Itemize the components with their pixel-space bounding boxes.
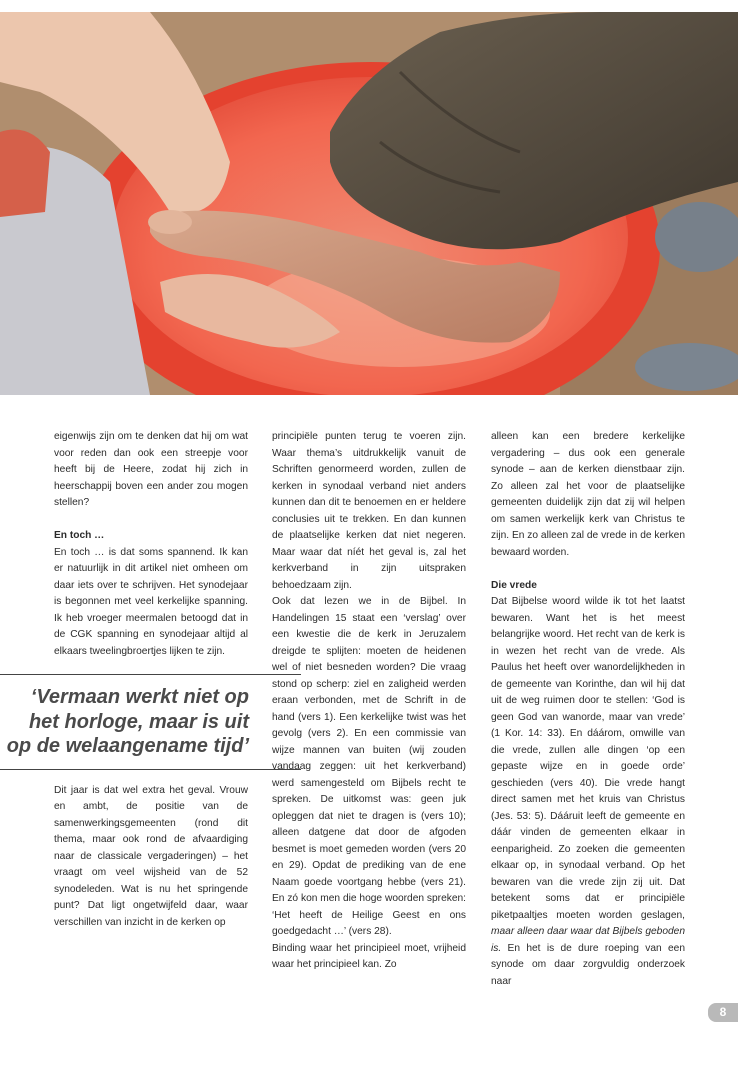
column1-paragraph-1: En toch … is dat soms spannend. Ik kan er natuurlijk in dit artikel niet omheen om daar iets over te schrijven. Het synodejaar is begonnen met veel kerkelijke spanning. Ik heb vroeger meermalen betoogd dat in de CGK spanning en synodejaar altijd al elkaars tweelingbroertjes lijken te zijn. <box>54 546 248 657</box>
column3-paragraph-2-end: En het is de dure roeping van een synode om daar zorgvuldig onderzoek naar <box>491 942 685 987</box>
foot-washing-illustration <box>0 12 738 395</box>
column3-paragraph-1: alleen kan een bredere kerkelijke vergadering – dus ook een generale synode – aan de kerken dienstbaar zijn. Zo alleen zal het voor de plaatselijke gemeenten duidelijk zijn dat zij wil helpen om samen werkelijk kerk van Christus te zijn. En zo alleen zal de vrede in de kerken bewaard worden. <box>491 431 685 558</box>
article-column-2 <box>272 429 466 974</box>
article-column-1 <box>6 429 249 931</box>
column3-paragraph-2 <box>491 594 685 990</box>
page-number-badge: 8 <box>708 1003 738 1022</box>
header-photo <box>0 12 738 395</box>
pull-quote-text: ‘Vermaan werkt niet op het horloge, maar is uit op de welaangename tijd’ <box>6 686 249 757</box>
section-heading-die-vrede: Die vrede <box>491 579 537 591</box>
section-heading-en-toch: En toch … <box>54 530 105 541</box>
column1-intro: eigenwijs zijn om te denken dat hij om wat voor reden dan ook een streepje voor heeft bij de Heere, zodat hij zich in heerschappij boven een ander zou mogen stellen? <box>54 431 248 508</box>
column2-paragraph-3: Binding waar het principieel moet, vrijheid waar het principieel kan. Zo <box>272 942 466 970</box>
column2-paragraph-2: Ook dat lezen we in de Bijbel. In Handelingen 15 staat een ‘verslag’ over een kwestie die de kerk in Jeruzalem dreigde te splijten: moeten de heidenen wel of niet besneden worden? Die vraag stond op scherp: ziel en zaligheid werden eraan verbonden, met de Schrift in de hand (vers 1). Een kerkelijke twist was het gevolg (vers 2). En een commissie van wijze mannen van buiten (wij zouden vandaag zeggen: uit het kerkverband) werd samengesteld om Bijbels recht te spreken. De uitkomst was: geen juk opleggen dat niet te dragen is (vers 10); alleen datgene dat door de afgoden besmet is moet gemeden worden (vers 20 en 29). Opdat de prediking van de ene Naam goede voortgang hebbe (vers 21). En zó kon men die hoge woorden spreken: ‘Het heeft de Heilige Geest en ons goedgedacht …’ (vers 28). <box>272 596 466 937</box>
column1-paragraph-2: Dit jaar is dat wel extra het geval. Vrouw en ambt, de positie van de samenwerkingsgemeenten (rond dit thema, maar ook rond de afvaardiging naar de classicale vergaderingen) – het vraagt om veel wijsheid van de 52 synodeleden. Wat is nu het springende punt? Dat ligt ongetwijfeld daar, waar verschillen van inzicht in de kerken op <box>54 784 248 928</box>
column3-paragraph-2-start: Dat Bijbelse woord wilde ik tot het laatst bewaren. Want het is het meest belangrijke woord. Het recht van de kerk is in wezen het recht van de vrede. Als Paulus het heeft over wanordelijkheden in de gemeente van Korinthe, dan wil hij dat uit de weg ruimen door te stellen: ‘God is geen God van wanorde, maar van vrede’ (1 Kor. 14: 33). En dáárom, omwille van die vrede, zullen alle dingen ‘op een gepaste wijze en in goede orde’ geschieden (vers 40). Die vrede hangt direct samen met het kruis van Christus (Jes. 53: 5). Dááruit leeft de gemeente en dáár vinden de gemeenten elkaar in eenparigheid. Zo zoeken die gemeenten elkaar op, in synodaal verband. Op het bewaren van die vrede zijn zij uit. Dat betekent soms dat er principiële piketpaaltjes moeten worden geslagen, <box>491 596 685 921</box>
article-column-3 <box>491 429 685 990</box>
column3-paragraph-2-italic: maar alleen daar waar dat Bijbels geboden is. <box>491 926 685 954</box>
column2-paragraph-1: principiële punten terug te voeren zijn. Waar thema’s uitdrukkelijk vanuit de Schriften genormeerd worden, zullen de kerken in synodaal verband niet anders kunnen dan dit te benoemen en er heldere conclusies uit te trekken. En dan kunnen de plaatselijke kerken dat niet negeren. Maar waar dat níét het geval is, zal het kerkverband in zijn uitspraken behoedzaam zijn. <box>272 431 466 591</box>
pull-quote <box>0 674 301 770</box>
